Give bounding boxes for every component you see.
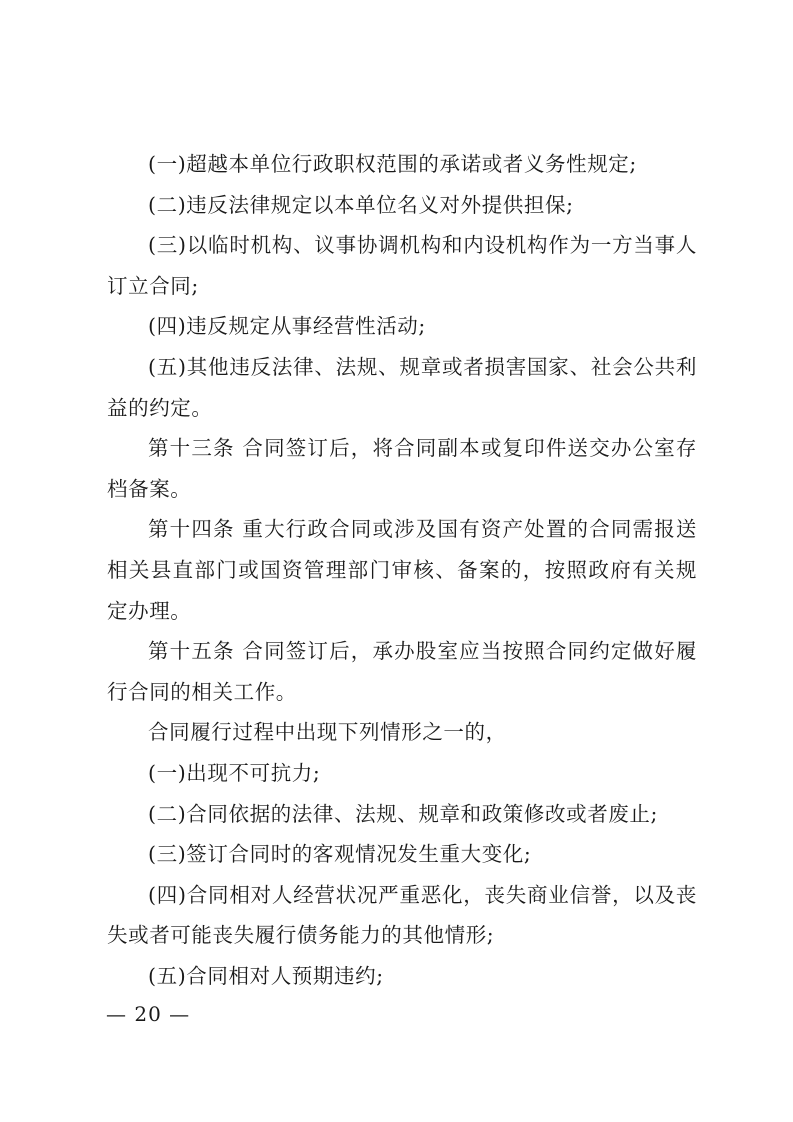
article-15: 第十五条 合同签订后，承办股室应当按照合同约定做好履行合同的相关工作。 bbox=[107, 639, 697, 704]
situation-item-1: (一)出现不可抗力; bbox=[148, 760, 321, 785]
situation-item-5: (五)合同相对人预期违约; bbox=[148, 963, 384, 988]
document-body bbox=[107, 144, 697, 996]
clause-item-2: (二)违反法律规定以本单位名义对外提供担保; bbox=[148, 192, 574, 217]
performance-intro: 合同履行过程中出现下列情形之一的， bbox=[148, 720, 507, 745]
situation-item-4: (四)合同相对人经营状况严重恶化，丧失商业信誉，以及丧失或者可能丧失履行债务能力的其他情形; bbox=[107, 882, 697, 948]
situation-item-3: (三)签订合同时的客观情况发生重大变化; bbox=[148, 842, 532, 867]
clause-item-4: (四)违反规定从事经营性活动; bbox=[148, 314, 426, 339]
clause-item-1: (一)超越本单位行政职权范围的承诺或者义务性规定; bbox=[148, 152, 637, 176]
article-14: 第十四条 重大行政合同或涉及国有资产处置的合同需报送相关县直部门或国资管理部门审核、备案的，按照政府有关规定办理。 bbox=[107, 517, 697, 623]
page-number: — 20 — bbox=[106, 1002, 191, 1026]
clause-item-3: (三)以临时机构、议事协调机构和内设机构作为一方当事人订立合同; bbox=[107, 233, 697, 298]
article-13: 第十三条 合同签订后，将合同副本或复印件送交办公室存档备案。 bbox=[107, 436, 697, 501]
clause-item-5: (五)其他违反法律、法规、规章或者损害国家、社会公共利益的约定。 bbox=[107, 354, 697, 420]
situation-item-2: (二)合同依据的法律、法规、规章和政策修改或者废止; bbox=[148, 801, 659, 826]
